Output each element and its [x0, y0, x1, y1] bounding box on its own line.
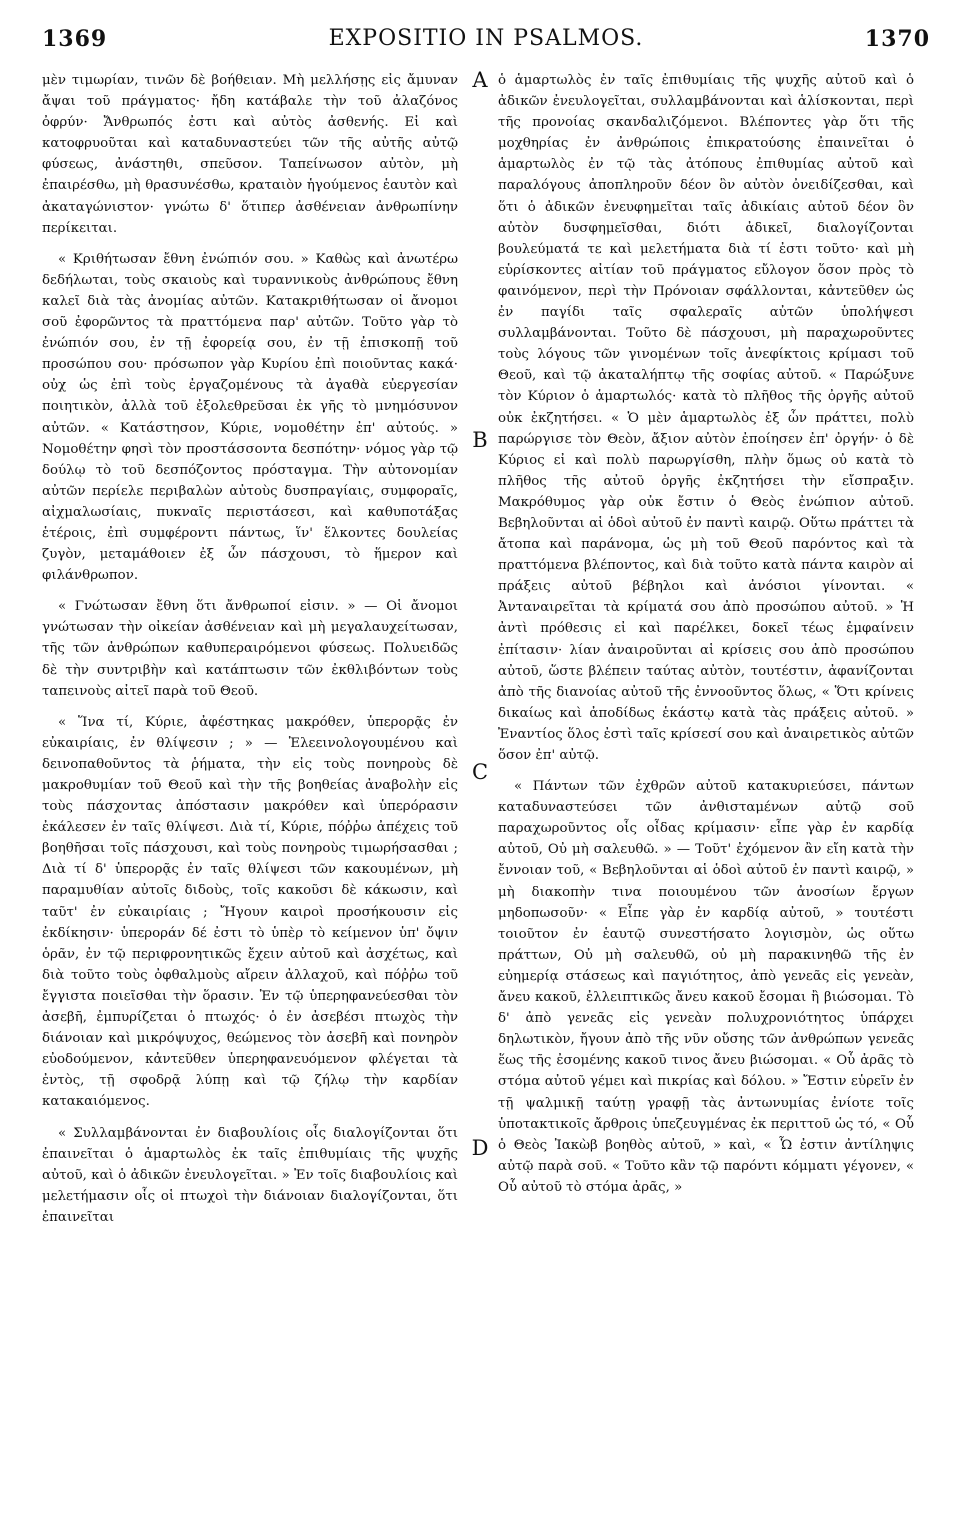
section-marker-c: C	[471, 760, 489, 784]
paragraph: « Κριθήτωσαν ἔθνη ἐνώπιόν σου. » Καθὼς καὶ ἀνωτέρω δεδήλωται, τοὺς σκαιοὺς καὶ τυραννικοὺς ἀνθρώπους ἔθνη καλεῖ διὰ τὰς ἀνομίας αὐτῶν. Κατακριθήτωσαν οἱ ἄνομοι σοῦ ἐφορῶντος τὰ πραττόμενα παρ' αὐτῶν. Τοῦτο γὰρ τὸ ἐνώπιόν σου, ἐν τῇ ἐφορείᾳ σου, ἐν τῇ ἐπισκοπῇ τοῦ προσώπου σου· πρόσωπον γὰρ Κυρίου ἐπὶ ποιοῦντας κακά· οὐχ ὡς ἐπὶ τοὺς ἐργαζομένους τὰ ἀγαθὰ εὐεργεσίαν ποιητικὸν, ἀλλὰ τοῦ ἐξολεθρεῦσαι ἐκ γῆς τὸ μνημόσυνον αὐτῶν. « Κατάστησον, Κύριε, νομοθέτην ἐπ' αὐτούς. » Νομοθέτην φησὶ τὸν προστάσσοντα δεσπότην· νόμος γὰρ τῷ δούλῳ τὸ τοῦ δεσπόζοντος πρόσταγμα. Τὴν αὐτονομίαν αὐτῶν περίελε περιβαλὼν αὐτοὺς δυσπραγίαις, συμφοραῖς, αἰχμαλωσίαις, πυκναῖς περιστάσεσι, καὶ καθυποτάξας ἑτέροις, ἐπὶ συμφέροντι πάντως, ἵν' ἕλκοντες δουλείας ζυγὸν, μεταμάθοιεν ἐξ ὧν πάσχουσι, τὸ ἥμερον καὶ φιλάνθρωπον.	[42, 251, 458, 584]
paragraph: « Συλλαμβάνονται ἐν διαβουλίοις οἷς διαλογίζονται ὅτι ἐπαινεῖται ὁ ἁμαρτωλὸς ἐκ ταῖς ἐπιθυμίαις τῆς ψυχῆς αὐτοῦ, καὶ ὁ ἀδικῶν ἐνευλογεῖται. » Ἐν τοῖς διαβουλίοις καὶ μελετήμασιν οἷς οἱ πτωχοὶ τὴν διάνοιαν διαλογίζονται, ὅτι ἐπαινεῖται	[42, 1125, 458, 1225]
page-number-right: 1370	[864, 26, 930, 52]
page-header	[42, 26, 930, 60]
page-number-left: 1369	[42, 26, 108, 52]
section-marker-b: B	[472, 428, 488, 452]
right-column	[498, 70, 914, 1198]
section-marker-a: A	[472, 68, 488, 92]
running-title: EXPOSITIO IN PSALMOS.	[328, 26, 644, 51]
paragraph: « Ἵνα τί, Κύριε, ἀφέστηκας μακρόθεν, ὑπερορᾷς ἐν εὐκαιρίαις, ἐν θλίψεσιν ; » — Ἐλεεινολογουμένου καὶ δεινοπαθοῦντος τὰ ῥήματα, τὴν εἰς τοὺς πονηροὺς δὲ μακροθυμίαν τοῦ Θεοῦ καὶ τὴν τῆς βοηθείας ἀναβολὴν εἰς τοὺς πάσχοντας ἀπόστασιν μακρόθεν καὶ ὑπερόρασιν ἐκάλεσεν ἐν ταῖς θλίψεσι. Διὰ τί, Κύριε, πόῤῥω ἀπέχεις τοῦ βοηθῆσαι τοῖς πάσχουσι, καὶ τοὺς πονηροὺς τιμωρήσασθαι ; Διὰ τί δ' ὑπερορᾷς ἐν ταῖς θλίψεσι τῶν κακουμένων, μὴ παραμυθίαν αὐτοῖς διδοὺς, τοῖς κακοῦσι δὲ κάκωσιν, καὶ ταῦτ' ἐν εὐκαιρίαις ; Ἤγουν καιροὶ προσήκουσιν εἰς ἐκδίκησιν· ὑπεροράν δέ ἐστι τὸ ὑπὲρ τὸ κείμενον ὑπ' ὄψιν ὁρᾶν, ἐν τῷ περιφρονητικῶς ἔχειν αὐτοῦ καὶ ἀσχέτως, καὶ διὰ τοῦτο τοὺς ὀφθαλμοὺς αἴρειν ἀλλαχοῦ, καὶ πόῤῥω τοῦ ἔγγιστα ποιεῖσθαι τὴν ὅρασιν. Ἐν τῷ ὑπερηφανεύεσθαι τὸν ἀσεβῆ, ἐμπυρίζεται ὁ πτωχός· ὁ ἐν ἀσεβέσι πτωχὸς τὴν διάνοιαν καὶ μικρόψυχος, θεώμενος τὸν ἀσεβῆ καὶ πονηρὸν εὐοδούμενον, κἀντεῦθεν ὑπερηφανευόμενον φλέγεται τὰ ἐντὸς, τῇ σφοδρᾷ λύπῃ καὶ τῷ ζήλῳ τὴν καρδίαν κατακαιόμενος.	[42, 714, 458, 1110]
left-column	[42, 70, 458, 1228]
paragraph: « Γνώτωσαν ἔθνη ὅτι ἄνθρωποί εἰσιν. » — Οἱ ἄνομοι γνώτωσαν τὴν οἰκείαν ἀσθένειαν καὶ μὴ μεγαλαυχείτωσαν, τῆς τῶν ἀνθρώπων καθυπεραιρόμενοι φύσεως. Πολυειδῶς δὲ τὴν συντριβὴν καὶ κατάπτωσιν τῶν ἐκθλιβόντων τοὺς ταπεινοὺς αἰτεῖ παρὰ τοῦ Θεοῦ.	[42, 599, 458, 699]
paragraph: ὁ ἁμαρτωλὸς ἐν ταῖς ἐπιθυμίαις τῆς ψυχῆς αὐτοῦ καὶ ὁ ἀδικῶν ἐνευλογεῖται, συλλαμβάνονται καὶ ἁλίσκονται, περὶ τῆς προνοίας σκανδαλιζόμενοι. Βλέποντες γὰρ ὅτι τῆς μοχθηρίας ἐν ἀνθρώποις ἐπικρατούσης ἐπαινεῖται ὁ ἁμαρτωλὸς ἐν τῷ τὰς ἀτόπους ἐπιθυμίας αὐτοῦ καὶ παραλόγους ἀποπληροῦν δέον ὃν αὐτὸν ὀνειδίζεσθαι, καὶ ὅτι ὁ ἀδικῶν ἐνευφημεῖται ταῖς ἀδικίαις αὐτοῦ δέον ὃν αὐτὸν δυσφημεῖσθαι, διότι ἀδικεῖ, διαλογίζονται βουλεύματά τε καὶ μελετήματα διὰ τί ἐστι τοῦτο· καὶ μὴ εὑρίσκοντες αἰτίαν τοῦ πράγματος εὔλογον ὅσον πρὸς τὸ φαινόμενον, περὶ τὴν Πρόνοιαν σφάλλονται, κἀντεῦθεν ὡς ἐν παγίδι ταῖς σφαλεραῖς αὐτῶν ὑπολήψεσι συλλαμβάνονται. Τοῦτο δὲ πάσχουσι, μὴ παραχωροῦντες τοὺς λόγους τῶν γινομένων τοῖς ἀνεφίκτοις κρίμασι τοῦ Θεοῦ, καὶ τῷ ἀκαταλήπτῳ τῆς σοφίας αὐτοῦ. « Παρώξυνε τὸν Κύριον ὁ ἁμαρτωλός· κατὰ τὸ πλῆθος τῆς ὀργῆς αὐτοῦ οὐκ ἐκζητήσει. « Ὁ μὲν ἁμαρτωλὸς ἐξ ὧν πράττει, πολὺ παρώργισε τὸν Θεὸν, ἄξιον αὐτὸν ἐποίησεν ἐπ' ὀργήν· ὁ δὲ Κύριος εἰ καὶ πολὺ παρωργίσθη, πλὴν ὅμως οὐ κατὰ τὸ πλῆθος τῆς αὐτοῦ ὀργῆς ἐκζητήσει τὴν εἴσπραξιν. Μακρόθυμος γὰρ οὐκ ἔστιν ὁ Θεὸς ἐνώπιον αὐτοῦ. Βεβηλοῦνται αἱ ὁδοὶ αὐτοῦ ἐν παντὶ καιρῷ. Οὕτω πράττει τὰ ἄτοπα καὶ παράνομα, ὡς μὴ τοῦ Θεοῦ παρόντος καὶ τὰ πραττόμενα βλέποντος, καὶ διὰ τοῦτο κατὰ πάντα καιρὸν αἱ πράξεις αὐτοῦ βέβηλοι καὶ ἀνόσιοι γίνονται. « Ἀνταναιρεῖται τὰ κρίματά σου ἀπὸ προσώπου αὐτοῦ. » Ἡ ἀντὶ πρόθεσις εἰ καὶ παρέλκει, δοκεῖ τέως ἐμφαίνειν ἐπίτασιν· λίαν ἀναιροῦνται αἱ κρίσεις σου ἀπὸ προσώπου αὐτοῦ, ὥστε βλέπειν ταύτας αὐτὸν, τουτέστιν, ἀφανίζονται ἀπὸ τῆς διανοίας αὐτοῦ τῆς ἐννοοῦντος ὅλως, « Ὅτι κρίνεις δικαίως καὶ ἀποδίδως ἑκάστῳ κατὰ τὰς πράξεις αὐτοῦ. » Ἐναντίος ὅλος ἐστὶ ταῖς κρίσεσί σου καὶ ἀναιρετικὸς αὐτῶν ὅσον ἐπ' αὐτῷ.	[498, 73, 914, 763]
paragraph: μὲν τιμωρίαν, τινῶν δὲ βοήθειαν. Μὴ μελλήσῃς εἰς ἄμυναν ἄψαι τοῦ πράγματος· ἤδη κατάβαλε τὴν τοῦ ἀλαζόνος ὀφρύν· Ἄνθρωπός ἐστι καὶ αὐτὸς ἀσθενής. Εἰ καὶ κατοφρυοῦται καὶ καταδυναστεύει τῶν τῆς αὐτῆς αὐτῷ φύσεως, ἀνάστηθι, σπεῦσον. Ταπείνωσον αὐτὸν, μὴ ἐπαιρέσθω, μὴ θρασυνέσθω, κραταιὸν ἡγούμενος ἑαυτὸν καὶ ἀκαταγώνιστον· γνώτω δ' ὅτιπερ ἀσθένειαν ἀνθρωπίνην περίκειται.	[42, 73, 458, 236]
paragraph: « Πάντων τῶν ἐχθρῶν αὐτοῦ κατακυριεύσει, πάντων καταδυναστεύσει τῶν ἀνθισταμένων αὐτῷ σοῦ παραχωροῦντος οἷς οἶδας κρίμασιν· εἶπε γὰρ ἐν καρδίᾳ αὐτοῦ, Οὐ μὴ σαλευθῶ. » — Τοῦτ' ἐχόμενον ἂν εἴη κατὰ τὴν ἔννοιαν τοῦ, « Βεβηλοῦνται αἱ ὁδοὶ αὐτοῦ ἐν παντὶ καιρῷ, » μὴ διακοπὴν τινα ποιουμένου τῶν ἀνοσίων ἔργων μηδοπωσοῦν· « Εἶπε γὰρ ἐν καρδίᾳ αὐτοῦ, » τουτέστι τοιοῦτον ἐν ἑαυτῷ συνεστήσατο λογισμὸν, ὡς οὕτω πράττων, Οὐ μὴ σαλευθῶ, οὐ μὴ παρακινηθῶ τῆς ἐν εὐημερίᾳ στάσεως καὶ παγιότητος, ἀπὸ γενεᾶς εἰς γενεὰν, ἄνευ κακοῦ, ἐλλειπτικῶς ἄνευ κακοῦ ἔσομαι ἢ βιώσομαι. Τὸ δ' ἀπὸ γενεᾶς εἰς γενεὰν πολυχρονιότητος ὑπάρχει δηλωτικὸν, ἤγουν ἀπὸ τῆς νῦν οὔσης τῶν ἀνθρώπων γενεᾶς ἕως τῆς ἐσομένης κακοῦ τινος ἄνευ βιώσομαι. « Οὗ ἀρᾶς τὸ στόμα αὐτοῦ γέμει καὶ πικρίας καὶ δόλου. » Ἔστιν εὑρεῖν ἐν τῇ ψαλμικῇ ταύτῃ γραφῇ τὰς ἀντωνυμίας ἐνίοτε τοῖς ὑποτακτικοῖς ἄρθροις ὑπεζευγμένας ἐκ περιττοῦ ὡς τό, « Οὗ ὁ Θεὸς Ἰακὼβ βοηθὸς αὐτοῦ, » καὶ, « Ὧ ἐστιν ἀντίληψις αὐτῷ παρὰ σοῦ. « Τοῦτο κἂν τῷ παρόντι κόμματι γέγονεν, « Οὗ αὐτοῦ τὸ στόμα ἀρᾶς, »	[498, 779, 914, 1195]
section-marker-d: D	[471, 1136, 489, 1160]
